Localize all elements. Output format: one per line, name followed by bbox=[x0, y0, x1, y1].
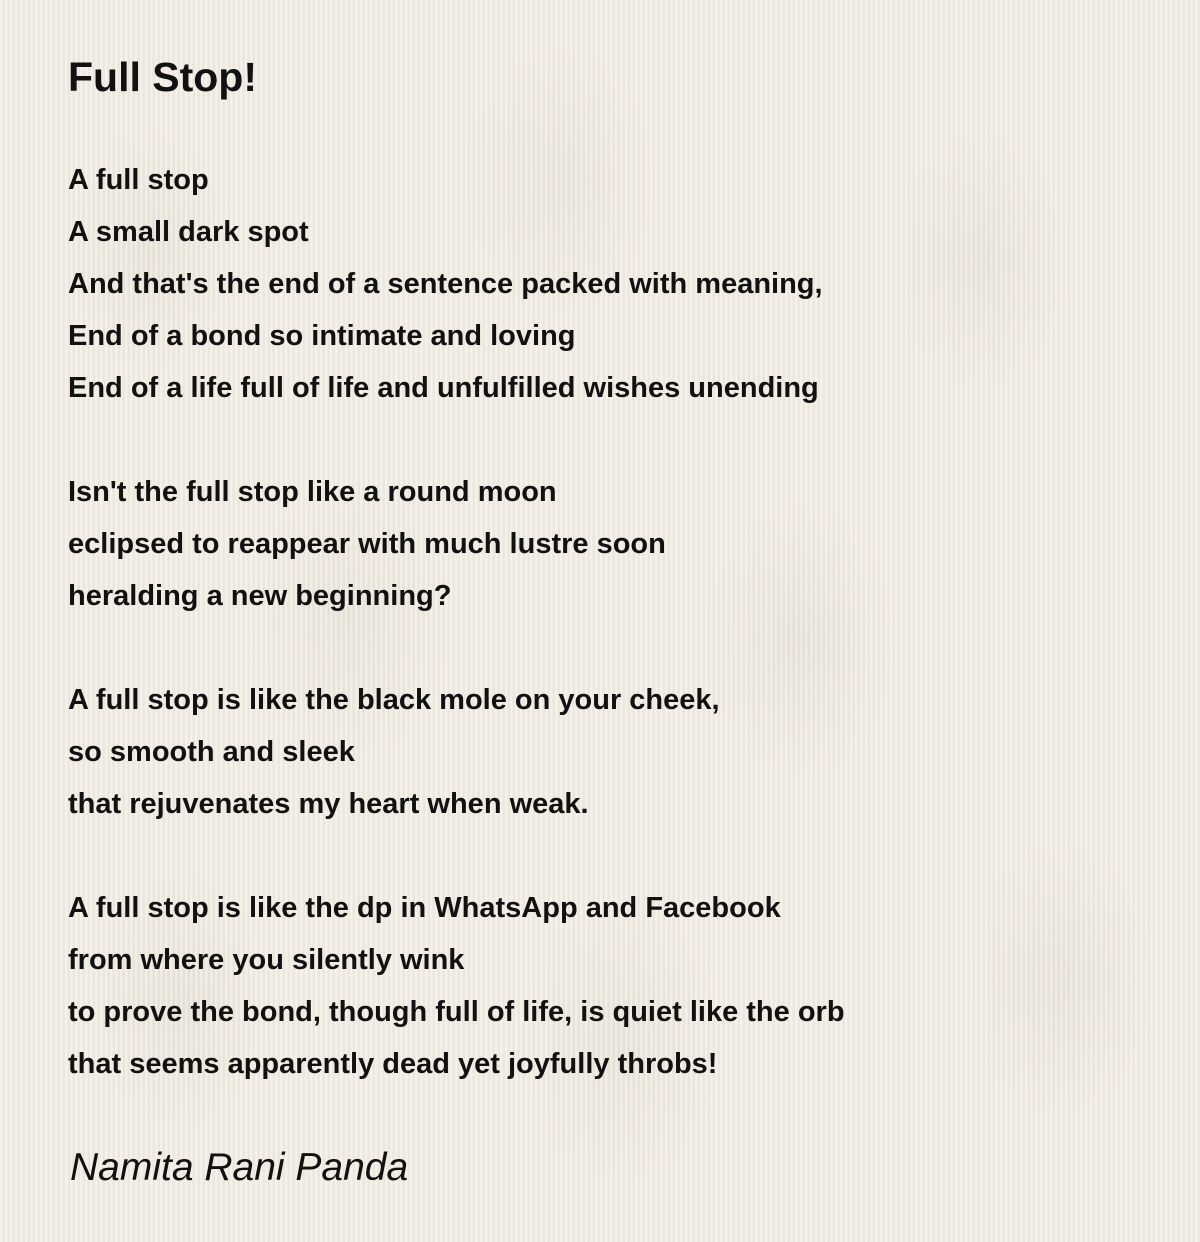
stanza-4 bbox=[68, 882, 1168, 1090]
poem-line: eclipsed to reappear with much lustre soon bbox=[68, 528, 666, 560]
poem-line: Isn't the full stop like a round moon bbox=[68, 476, 557, 508]
poem-line: A full stop bbox=[68, 164, 209, 196]
poem-body bbox=[68, 154, 1168, 1090]
poem-line: so smooth and sleek bbox=[68, 736, 355, 768]
poem-line: A full stop is like the black mole on your cheek, bbox=[68, 684, 720, 716]
poem-line: End of a life full of life and unfulfilled wishes unending bbox=[68, 372, 819, 404]
poem-line: And that's the end of a sentence packed with meaning, bbox=[68, 268, 823, 300]
stanza-3 bbox=[68, 674, 1168, 830]
stanza-1 bbox=[68, 154, 1168, 414]
poem-title: Full Stop! bbox=[68, 54, 258, 100]
stanza-2 bbox=[68, 466, 1168, 622]
poem-author: Namita Rani Panda bbox=[70, 1146, 409, 1189]
poem-line: that rejuvenates my heart when weak. bbox=[68, 788, 589, 820]
poem-container bbox=[68, 52, 1168, 1142]
poem-line: that seems apparently dead yet joyfully throbs! bbox=[68, 1048, 718, 1080]
poem-line: heralding a new beginning? bbox=[68, 580, 452, 612]
poem-line: from where you silently wink bbox=[68, 944, 465, 976]
poem-line: End of a bond so intimate and loving bbox=[68, 320, 576, 352]
poem-line: to prove the bond, though full of life, is quiet like the orb bbox=[68, 996, 845, 1028]
poem-line: A full stop is like the dp in WhatsApp and Facebook bbox=[68, 892, 781, 924]
poem-line: A small dark spot bbox=[68, 216, 309, 248]
